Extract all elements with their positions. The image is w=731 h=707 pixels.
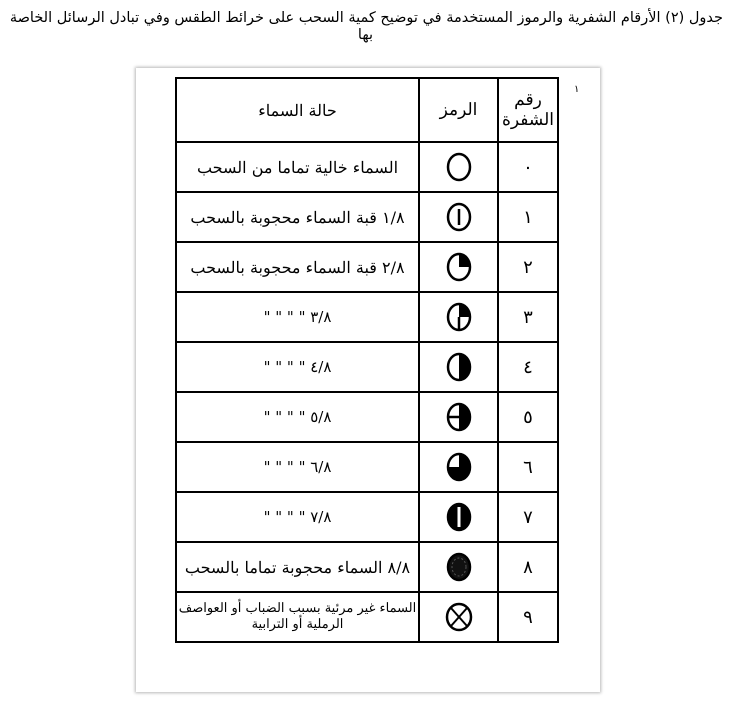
table-row [176, 242, 558, 292]
code-number: ٣ [498, 292, 558, 342]
sky-description: ٧/٨ " " " " [176, 492, 419, 542]
table-row [176, 392, 558, 442]
sky-description: السماء خالية تماما من السحب [176, 142, 419, 192]
six-eighths-icon [445, 451, 473, 483]
code-number: ١ [498, 192, 558, 242]
sky-description: ٥/٨ " " " " [176, 392, 419, 442]
five-eighths-icon [445, 401, 473, 433]
table-row [176, 292, 558, 342]
code-number: ٧ [498, 492, 558, 542]
table-row [176, 542, 558, 592]
code-number: ٢ [498, 242, 558, 292]
code-number: ٥ [498, 392, 558, 442]
table-row [176, 492, 558, 542]
sky-description: ٦/٨ " " " " [176, 442, 419, 492]
table-caption [8, 10, 723, 44]
code-number: ٤ [498, 342, 558, 392]
table-row [176, 142, 558, 192]
overcast-icon [445, 551, 473, 583]
sky-description: ٣/٨ " " " " [176, 292, 419, 342]
sky-description: ٨/٨ السماء محجوبة تماما بالسحب [176, 542, 419, 592]
sky-description: ٤/٨ " " " " [176, 342, 419, 392]
two-eighths-icon [445, 251, 473, 283]
code-number: ٨ [498, 542, 558, 592]
sky-description: ٢/٨ قبة السماء محجوبة بالسحب [176, 242, 419, 292]
header-sky-condition: حالة السماء [176, 78, 419, 142]
table-row [176, 342, 558, 392]
code-number: ٩ [498, 592, 558, 642]
four-eighths-icon [445, 351, 473, 383]
sky-description: ١/٨ قبة السماء محجوبة بالسحب [176, 192, 419, 242]
header-symbol: الرمز [419, 78, 498, 142]
table-row [176, 592, 558, 642]
caption-line-1: جدول (٢) الأرقام الشفرية والرموز المستخدمة في توضيح كمية السحب على خرائط الطقس وفي تبادل الرسائل الخاصة [9, 10, 723, 26]
table-row [176, 442, 558, 492]
clear-sky-icon [445, 151, 473, 183]
code-number: ٦ [498, 442, 558, 492]
sky-obscured-icon [444, 601, 474, 633]
one-eighth-icon [445, 201, 473, 233]
sky-description: السماء غير مرئية بسبب الضباب أو العواصف الرملية أو الترابية [176, 592, 419, 642]
table-row [176, 192, 558, 242]
code-number: ٠ [498, 142, 558, 192]
three-eighths-icon [445, 301, 473, 333]
corner-mark: ١ [574, 84, 580, 95]
cloud-cover-table [175, 77, 559, 643]
caption-line-2: بها [357, 27, 374, 43]
header-code-number: رقم الشفرة [498, 78, 558, 142]
header-row [176, 78, 558, 142]
seven-eighths-icon [445, 501, 473, 533]
